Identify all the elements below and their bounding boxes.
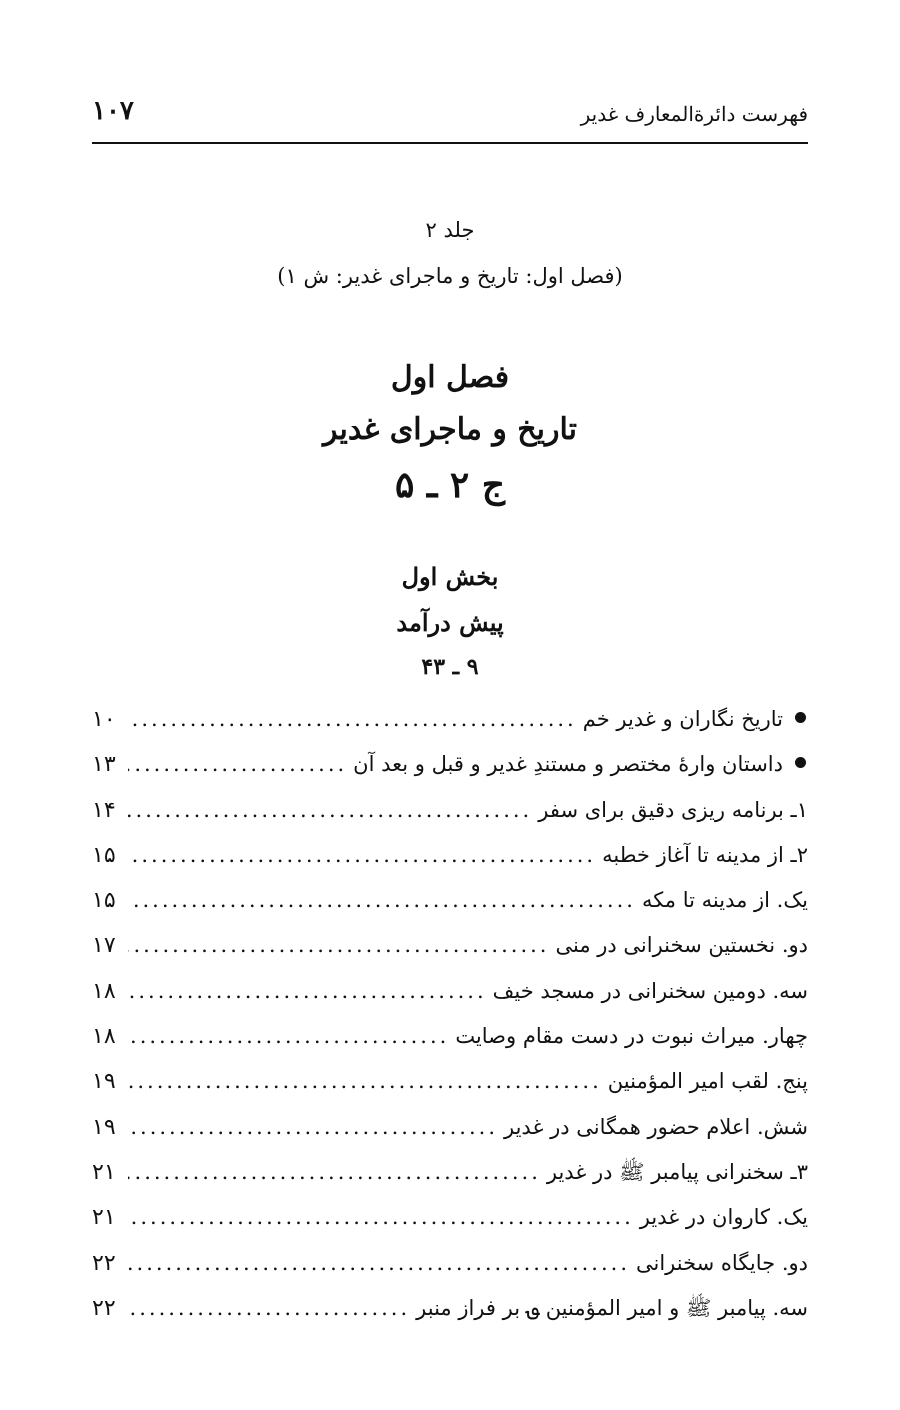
toc-entry-title: تاریخ نگاران و غدیر خم [582, 707, 783, 731]
toc-entry-title: سه. پیامبر ﷺ و امیر المؤمنین ؈ بر فراز منبر [416, 1295, 808, 1320]
toc-entry-title: شش. اعلام حضور همگانی در غدیر [504, 1114, 808, 1139]
toc-entry-title: دو. جایگاه سخنرانی [636, 1250, 808, 1275]
toc-entry[interactable] [92, 1198, 808, 1243]
toc-entry-page: ۱۷ [92, 933, 116, 959]
toc-entry[interactable] [92, 1017, 808, 1062]
dot-leader [128, 881, 636, 919]
toc-entry-page: ۱۸ [92, 1024, 116, 1050]
toc-entry-page: ۱۹ [92, 1114, 116, 1140]
toc-entry[interactable] [92, 1153, 808, 1198]
toc-entry-page: ۱۵ [92, 888, 116, 914]
toc-entry-page: ۱۸ [92, 978, 116, 1004]
toc-entry-page: ۱۹ [92, 1069, 116, 1095]
toc-entry[interactable] [92, 791, 808, 836]
toc-entry[interactable] [92, 1062, 808, 1107]
toc-entry-page: ۱۰ [92, 707, 116, 732]
toc-entry[interactable] [92, 972, 808, 1017]
toc-entry-title: ۳ـ سخنرانی پیامبر ﷺ در غدیر [546, 1159, 808, 1184]
section-label: بخش اول [401, 562, 499, 591]
toc-entry-page: ۲۱ [92, 1205, 116, 1231]
toc-entry-title: یک. از مدینه تا مکه [641, 888, 808, 913]
dot-leader [128, 1017, 449, 1055]
toc-entry-title: سه. دومین سخنرانی در مسجد خیف [492, 978, 808, 1003]
toc-entry[interactable] [92, 836, 808, 881]
page-number: ۱۰۷ [92, 96, 134, 126]
dot-leader [128, 1108, 498, 1146]
dot-leader [128, 745, 347, 783]
toc-entry[interactable] [92, 1108, 808, 1153]
toc-entry-title: پنج. لقب امیر المؤمنین [607, 1069, 808, 1094]
toc-entry-page: ۲۲ [92, 1250, 116, 1276]
running-title: فهرست دائرةالمعارف غدیر [580, 102, 808, 126]
toc-entry[interactable] [92, 881, 808, 926]
toc-entry-title: ۲ـ از مدینه تا آغاز خطبه [602, 842, 808, 867]
dot-leader [128, 1244, 630, 1282]
toc-entry[interactable] [92, 926, 808, 971]
toc-entry[interactable] [92, 700, 808, 745]
dot-leader [128, 836, 596, 874]
dot-leader [128, 926, 549, 964]
toc-entry-title: یک. کاروان در غدیر [639, 1205, 808, 1230]
header-divider [92, 142, 808, 144]
section-title: پیش درآمد [396, 608, 504, 637]
dot-leader [128, 1289, 410, 1327]
dot-leader [128, 791, 532, 829]
dot-leader [128, 1062, 602, 1100]
dot-leader [128, 972, 487, 1010]
toc-entry-title: چهار. میراث نبوت در دست مقام وصایت [455, 1024, 808, 1049]
dot-leader [128, 700, 577, 738]
toc-entry[interactable] [92, 1244, 808, 1289]
dot-leader [128, 1153, 541, 1191]
toc-entry-page: ۱۴ [92, 797, 116, 823]
dot-leader [128, 1198, 634, 1236]
bullet-icon [795, 757, 806, 768]
toc-entry-page: ۲۱ [92, 1159, 116, 1185]
toc-entry[interactable] [92, 745, 808, 790]
toc-entry-title: داستان وارهٔ مختصر و مستندِ غدیر و قبل و بعد آن [353, 752, 783, 777]
toc-entry-page: ۱۳ [92, 752, 116, 778]
toc-entry-title: دو. نخستین سخنرانی در منی [555, 933, 808, 958]
toc-entry-page: ۱۵ [92, 842, 116, 868]
bullet-icon [795, 712, 806, 723]
table-of-contents [92, 700, 808, 1334]
toc-entry-title: ۱ـ برنامه ریزی دقیق برای سفر [538, 797, 808, 822]
volume-subtitle: (فصل اول: تاریخ و ماجرای غدیر: ش ۱) [277, 264, 623, 288]
toc-entry[interactable] [92, 1289, 808, 1334]
volume-label: جلد ۲ [425, 218, 475, 242]
section-range: ۹ ـ ۴۳ [421, 654, 479, 680]
chapter-range: ج ۲ ـ ۵ [394, 464, 506, 506]
page-header [92, 88, 808, 138]
chapter-title: تاریخ و ماجرای غدیر [323, 412, 577, 447]
toc-entry-page: ۲۲ [92, 1295, 116, 1321]
chapter-label: فصل اول [390, 360, 510, 395]
